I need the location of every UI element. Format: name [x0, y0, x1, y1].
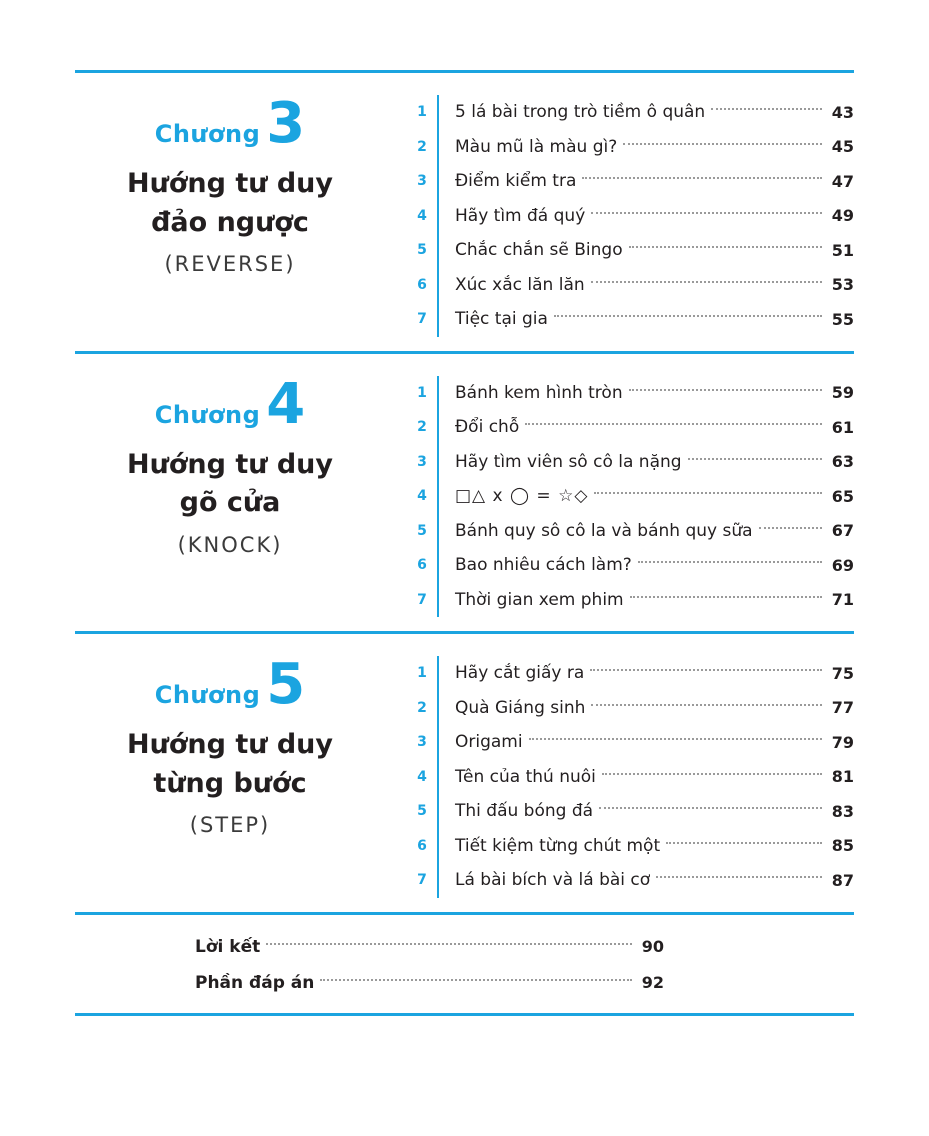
toc-entry-rule [437, 479, 439, 514]
toc-entry-index: 1 [417, 665, 427, 682]
chapter-subtitle: (KNOCK) [177, 532, 283, 557]
toc-leader-dots [554, 315, 822, 317]
divider-bottom [75, 1013, 854, 1016]
toc-entry-index: 7 [417, 591, 427, 608]
table-of-contents-page [0, 70, 929, 1136]
toc-leader-dots [582, 177, 822, 179]
toc-entry-rule [437, 794, 439, 829]
toc-entry[interactable] [407, 725, 854, 760]
toc-entry-page: 75 [831, 663, 854, 683]
chapter-title [75, 726, 385, 803]
footer-entry-page: 90 [641, 937, 664, 956]
toc-entry-title: Origami [455, 732, 523, 753]
toc-entry-page: 71 [831, 590, 854, 610]
toc-leader-dots [529, 738, 822, 740]
toc-entry-index: 4 [417, 207, 427, 224]
toc-leader-dots [591, 212, 822, 214]
toc-entry-title: Thời gian xem phim [455, 589, 624, 610]
toc-entry-title: Xúc xắc lăn lăn [455, 274, 585, 295]
toc-leader-dots [623, 143, 822, 145]
toc-leader-dots [594, 492, 822, 494]
toc-leader-dots [759, 527, 822, 529]
chapter-label-row [75, 91, 385, 156]
toc-entry-index: 6 [417, 837, 427, 854]
toc-entry-page: 55 [831, 309, 854, 329]
footer-entry[interactable] [75, 965, 854, 1001]
toc-leader-dots [591, 704, 822, 706]
toc-entry[interactable] [407, 164, 854, 199]
toc-leader-dots [525, 423, 822, 425]
footer-entry[interactable] [75, 929, 854, 965]
toc-list [385, 652, 854, 898]
toc-entry-index: 1 [417, 384, 427, 401]
toc-leader-dots [590, 669, 822, 671]
toc-list [385, 372, 854, 618]
toc-entry-rule [437, 130, 439, 165]
toc-entry-index: 3 [417, 453, 427, 470]
toc-entry-index: 3 [417, 734, 427, 751]
toc-entry-page: 43 [831, 102, 854, 122]
toc-entry-index: 2 [417, 138, 427, 155]
chapter-title-line2: từng bước [153, 767, 307, 799]
toc-entry-page: 87 [831, 870, 854, 890]
toc-entry-rule [437, 199, 439, 234]
toc-leader-dots [629, 246, 822, 248]
chapter-section [75, 73, 854, 351]
chapter-heading-group [75, 91, 385, 276]
toc-leader-dots [638, 561, 822, 563]
toc-entry-page: 53 [831, 275, 854, 295]
toc-leader-dots [629, 389, 822, 391]
footer-entries [75, 915, 854, 1013]
toc-entry-page: 49 [831, 206, 854, 226]
toc-entry-rule [437, 95, 439, 130]
toc-entry[interactable] [407, 514, 854, 549]
chapter-title-line2: đảo ngược [151, 206, 309, 238]
chapter-title-line1: Hướng tư duy [127, 729, 333, 761]
toc-entry-title: Hãy cắt giấy ra [455, 663, 585, 684]
chapter-title [75, 446, 385, 523]
toc-entry-index: 1 [417, 104, 427, 121]
toc-entry-page: 65 [831, 486, 854, 506]
toc-entry-rule [437, 829, 439, 864]
toc-entry[interactable] [407, 863, 854, 898]
toc-entry-rule [437, 863, 439, 898]
toc-entry-title: Tiệc tại gia [455, 309, 548, 330]
toc-entry[interactable] [407, 233, 854, 268]
toc-leader-dots [666, 842, 822, 844]
toc-entry[interactable] [407, 445, 854, 480]
chapter-number: 3 [266, 91, 306, 156]
toc-entry-rule [437, 583, 439, 618]
toc-entry-index: 6 [417, 276, 427, 293]
toc-entry-title: Màu mũ là màu gì? [455, 136, 618, 157]
toc-entry-rule [437, 656, 439, 691]
toc-entry[interactable] [407, 479, 854, 514]
chapter-section [75, 354, 854, 632]
toc-entry-title: Tiết kiệm từng chút một [455, 835, 661, 856]
toc-leader-dots [630, 596, 822, 598]
toc-entry-title: Hãy tìm đá quý [455, 205, 586, 226]
chapter-word: Chương [154, 120, 261, 148]
toc-entry-title: Bánh kem hình tròn [455, 382, 623, 403]
footer-entry-page: 92 [641, 973, 664, 992]
chapter-title [75, 165, 385, 242]
toc-entry-page: 69 [831, 555, 854, 575]
toc-leader-dots [602, 773, 822, 775]
toc-entry-title: Chắc chắn sẽ Bingo [455, 240, 623, 261]
toc-entry-index: 6 [417, 557, 427, 574]
toc-entry-rule [437, 691, 439, 726]
toc-entry-page: 61 [831, 417, 854, 437]
toc-leader-dots [656, 876, 822, 878]
toc-entry-rule [437, 514, 439, 549]
toc-entry-page: 45 [831, 137, 854, 157]
toc-entry-index: 7 [417, 872, 427, 889]
toc-entry[interactable] [407, 760, 854, 795]
toc-entry[interactable] [407, 95, 854, 130]
toc-entry-page: 47 [831, 171, 854, 191]
footer-entry-label: Lời kết [195, 936, 261, 957]
toc-entry[interactable] [407, 691, 854, 726]
toc-entry-rule [437, 164, 439, 199]
toc-entry-rule [437, 376, 439, 411]
toc-entry-page: 79 [831, 732, 854, 752]
toc-entry-rule [437, 760, 439, 795]
footer-entry-label: Phần đáp án [195, 972, 315, 993]
toc-entry-page: 63 [831, 452, 854, 472]
chapter-number: 4 [266, 371, 306, 437]
chapter-subtitle: (STEP) [189, 813, 271, 838]
toc-entry-rule [437, 233, 439, 268]
toc-entry[interactable] [407, 302, 854, 337]
toc-entry-page: 81 [831, 767, 854, 787]
toc-entry-index: 4 [417, 488, 427, 505]
toc-list [385, 91, 854, 337]
toc-entry-title: Bao nhiêu cách làm? [455, 555, 632, 576]
toc-entry-rule [437, 268, 439, 303]
toc-entry-index: 2 [417, 419, 427, 436]
toc-entry[interactable] [407, 656, 854, 691]
chapter-label-row [75, 371, 385, 437]
toc-entry-rule [437, 548, 439, 583]
toc-entry-index: 5 [417, 803, 427, 820]
toc-entry[interactable] [407, 794, 854, 829]
toc-entry-title: Thi đấu bóng đá [455, 801, 594, 822]
toc-entry-page: 85 [831, 836, 854, 856]
toc-entry-rule [437, 725, 439, 760]
chapter-number: 5 [266, 652, 306, 717]
toc-leader-dots [266, 943, 632, 945]
toc-entry-title: Tên của thú nuôi [455, 766, 596, 787]
toc-entry-index: 5 [417, 242, 427, 259]
toc-entry-title: Hãy tìm viên sô cô la nặng [455, 451, 682, 472]
toc-entry[interactable] [407, 376, 854, 411]
chapter-word: Chương [154, 681, 261, 709]
toc-entry[interactable] [407, 268, 854, 303]
toc-entry[interactable] [407, 130, 854, 165]
toc-entry[interactable] [407, 548, 854, 583]
toc-entry-title: Lá bài bích và lá bài cơ [455, 870, 651, 891]
toc-leader-dots [711, 108, 822, 110]
toc-entry[interactable] [407, 199, 854, 234]
toc-entry-page: 77 [831, 698, 854, 718]
toc-leader-dots [320, 979, 632, 981]
toc-entry[interactable] [407, 583, 854, 618]
toc-leader-dots [599, 807, 822, 809]
toc-entry-index: 7 [417, 311, 427, 328]
toc-entry-page: 67 [831, 521, 854, 541]
toc-entry-rule [437, 410, 439, 445]
toc-entry-title: Bánh quy sô cô la và bánh quy sữa [455, 520, 753, 541]
toc-entry-index: 4 [417, 768, 427, 785]
toc-entry-rule [437, 445, 439, 480]
chapter-title-line2: gõ cửa [179, 487, 281, 519]
chapter-subtitle: (REVERSE) [164, 252, 296, 277]
chapter-word: Chương [154, 400, 261, 429]
chapter-label-row [75, 652, 385, 717]
toc-entry-page: 59 [831, 383, 854, 403]
chapter-section [75, 634, 854, 912]
toc-entry-title: Đổi chỗ [455, 417, 520, 438]
toc-entry-index: 5 [417, 522, 427, 539]
chapter-title-line1: Hướng tư duy [127, 168, 333, 200]
toc-entry-index: 2 [417, 699, 427, 716]
toc-entry-title: □△ x ◯ = ☆◇ [455, 486, 589, 507]
toc-entry-page: 83 [831, 801, 854, 821]
toc-entry-index: 3 [417, 173, 427, 190]
toc-entry-page: 51 [831, 240, 854, 260]
chapter-title-line1: Hướng tư duy [127, 448, 333, 480]
toc-entry-title: Điểm kiểm tra [455, 171, 577, 192]
chapter-heading-group [75, 652, 385, 837]
toc-entry-rule [437, 302, 439, 337]
toc-entry[interactable] [407, 829, 854, 864]
toc-leader-dots [591, 281, 822, 283]
toc-entry-title: 5 lá bài trong trò tiềm ô quân [455, 102, 706, 123]
toc-leader-dots [688, 458, 822, 460]
chapter-heading-group [75, 372, 385, 557]
toc-entry[interactable] [407, 410, 854, 445]
toc-entry-title: Quà Giáng sinh [455, 697, 586, 718]
